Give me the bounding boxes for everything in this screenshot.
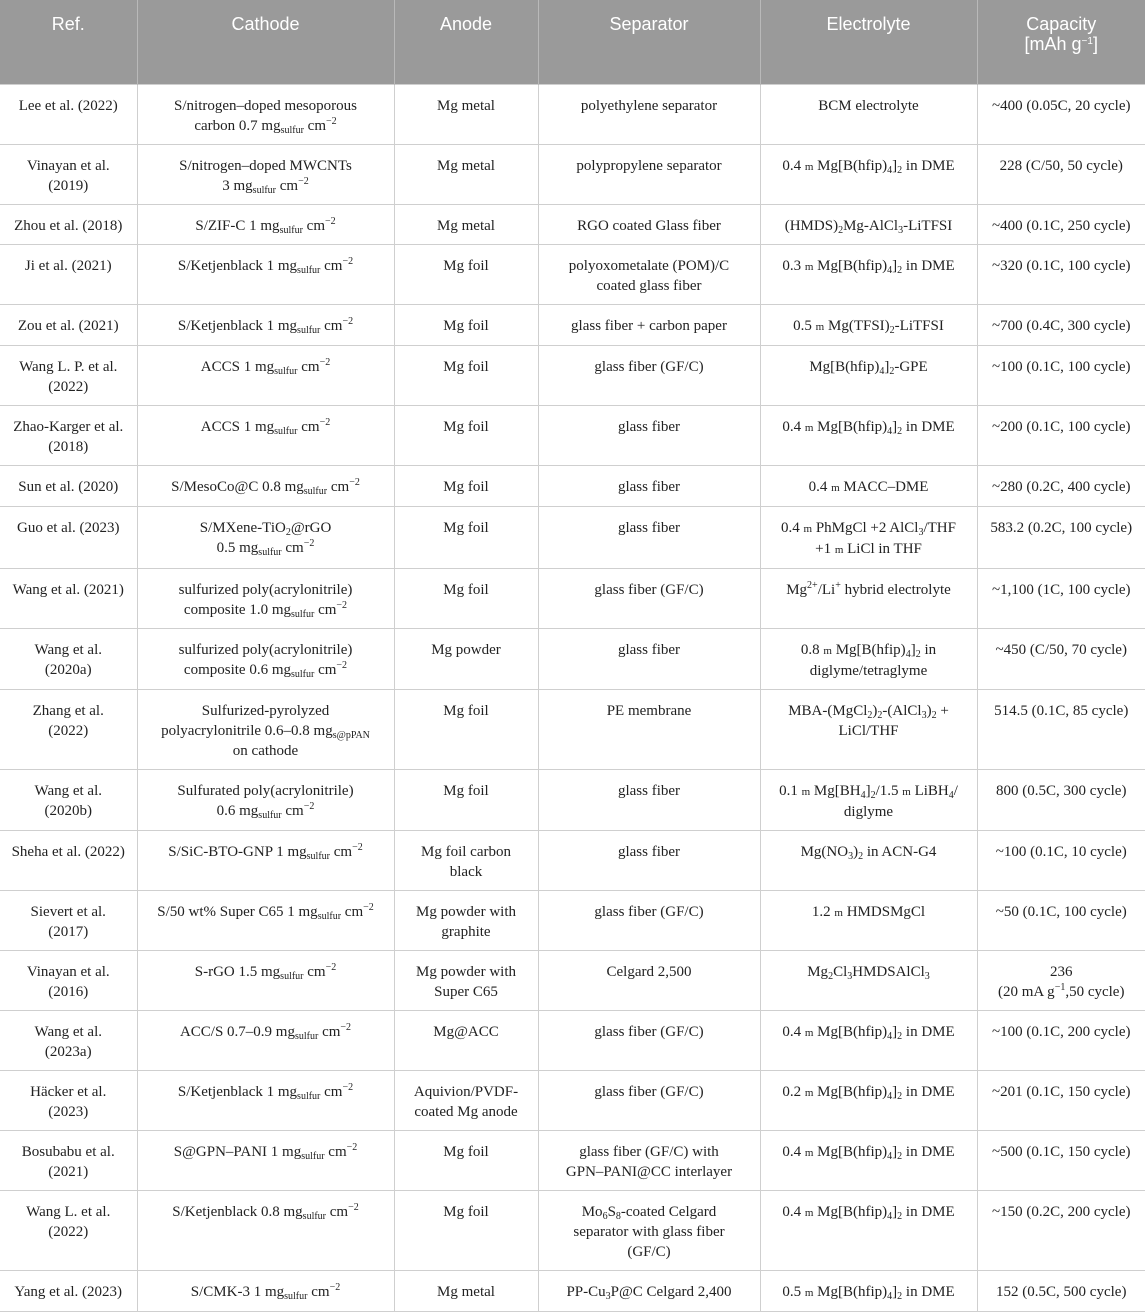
cell-electrolyte: 0.3 m $Mg[B(hfip)_4]_2$ in DME: [760, 245, 977, 305]
cell-electrolyte: MBA-$(MgCl_2)_2-(AlCl_3)_2$ + LiCl/THF: [760, 690, 977, 770]
table-row: [0, 629, 1145, 690]
cell-separator: glass fiber: [538, 629, 760, 690]
table-row: [0, 1131, 1145, 1191]
cell-ref: Wang et al. (2023a): [0, 1011, 137, 1071]
cell-cathode: S-rGO 1.5 $mg_{sulfur}$ $cm^{-2}$: [137, 951, 394, 1011]
header-separator: Separator: [538, 0, 760, 85]
cell-capacity: ~1,100 (1C, 100 cycle): [977, 569, 1145, 629]
cell-ref: Vinayan et al. (2019): [0, 145, 137, 205]
cell-separator: $Mo_6S_8$-coated Celgard separator with glass fiber (GF/C): [538, 1191, 760, 1271]
cell-anode: Mg metal: [394, 205, 538, 245]
table-row: [0, 569, 1145, 629]
cell-separator: $PP-Cu_3P@C$ Celgard 2,400: [538, 1271, 760, 1312]
cell-ref: Lee et al. (2022): [0, 85, 137, 145]
cell-anode: Mg@ACC: [394, 1011, 538, 1071]
cell-capacity: ~280 (0.2C, 400 cycle): [977, 466, 1145, 507]
table-row: [0, 466, 1145, 507]
cell-ref: Sievert et al. (2017): [0, 891, 137, 951]
cell-separator: PE membrane: [538, 690, 760, 770]
cell-ref: Wang L. et al. (2022): [0, 1191, 137, 1271]
cell-separator: glass fiber (GF/C): [538, 1071, 760, 1131]
cell-electrolyte: 0.5 m $Mg[B(hfip)_4]_2$ in DME: [760, 1271, 977, 1312]
cell-anode: Mg foil: [394, 245, 538, 305]
cell-anode: Mg foil: [394, 466, 538, 507]
cell-anode: Mg foil: [394, 690, 538, 770]
cell-ref: Wang et al. (2021): [0, 569, 137, 629]
header-capacity: Capacity [mAh $g^{-1}$]: [977, 0, 1145, 85]
cell-ref: Guo et al. (2023): [0, 507, 137, 569]
cell-separator: glass fiber: [538, 507, 760, 569]
cell-cathode: S/Ketjenblack 1 $mg_{sulfur}$ $cm^{-2}$: [137, 305, 394, 346]
cell-cathode: S@GPN–PANI 1 $mg_{sulfur}$ $cm^{-2}$: [137, 1131, 394, 1191]
cell-cathode: S/50 wt% Super C65 1 $mg_{sulfur}$ $cm^{-2}$: [137, 891, 394, 951]
cell-anode: Aquivion/PVDF- coated Mg anode: [394, 1071, 538, 1131]
table-row: [0, 690, 1145, 770]
cell-cathode: S/CMK-3 1 $mg_{sulfur}$ $cm^{-2}$: [137, 1271, 394, 1312]
cell-capacity: 514.5 (0.1C, 85 cycle): [977, 690, 1145, 770]
cell-anode: Mg powder with Super C65: [394, 951, 538, 1011]
cell-capacity: 236 (20 mA $g^{-1},50$ cycle): [977, 951, 1145, 1011]
table-row: [0, 205, 1145, 245]
cell-separator: glass fiber: [538, 466, 760, 507]
cell-cathode: Sulfurized-pyrolyzed polyacrylonitrile 0.6–0.8 $mg_{s@pPAN}$ on cathode: [137, 690, 394, 770]
table-row: [0, 1271, 1145, 1312]
cell-capacity: 228 (C/50, 50 cycle): [977, 145, 1145, 205]
cell-electrolyte: $(HMDS)_2Mg-AlCl_3$-LiTFSI: [760, 205, 977, 245]
cell-capacity: 583.2 (0.2C, 100 cycle): [977, 507, 1145, 569]
cell-separator: glass fiber (GF/C): [538, 1011, 760, 1071]
table-row: [0, 507, 1145, 569]
cell-electrolyte: 0.4 m $Mg[B(hfip)_4]_2$ in DME: [760, 406, 977, 466]
cell-electrolyte: 0.1 m $Mg[BH_4]_2/1.5$ m LiBH$_4$/ diglyme: [760, 770, 977, 831]
table-row: [0, 1191, 1145, 1271]
cell-separator: glass fiber: [538, 406, 760, 466]
cell-cathode: S/Ketjenblack 1 $mg_{sulfur}$ $cm^{-2}$: [137, 1071, 394, 1131]
cell-capacity: ~200 (0.1C, 100 cycle): [977, 406, 1145, 466]
cell-anode: Mg foil: [394, 1191, 538, 1271]
cell-anode: Mg foil: [394, 770, 538, 831]
cell-electrolyte: 0.4 m PhMgCl +2 AlCl$_3$/THF +1 m LiCl in THF: [760, 507, 977, 569]
cell-anode: Mg foil: [394, 305, 538, 346]
cell-electrolyte: 0.5 m $Mg(TFSI)_2$-LiTFSI: [760, 305, 977, 346]
cell-ref: Yang et al. (2023): [0, 1271, 137, 1312]
table-row: [0, 1071, 1145, 1131]
cell-cathode: S/SiC-BTO-GNP 1 $mg_{sulfur}$ $cm^{-2}$: [137, 831, 394, 891]
cell-ref: Sun et al. (2020): [0, 466, 137, 507]
table-row: [0, 346, 1145, 406]
header-anode: Anode: [394, 0, 538, 85]
table-row: [0, 245, 1145, 305]
table-row: [0, 951, 1145, 1011]
cell-electrolyte: 1.2 m HMDSMgCl: [760, 891, 977, 951]
table-row: [0, 831, 1145, 891]
cell-capacity: 152 (0.5C, 500 cycle): [977, 1271, 1145, 1312]
cell-cathode: S/ZIF-C 1 $mg_{sulfur}$ $cm^{-2}$: [137, 205, 394, 245]
cell-capacity: 800 (0.5C, 300 cycle): [977, 770, 1145, 831]
cell-electrolyte: $Mg^{2+}/Li^+$ hybrid electrolyte: [760, 569, 977, 629]
table-row: [0, 85, 1145, 145]
cell-anode: Mg foil: [394, 569, 538, 629]
cell-separator: glass fiber (GF/C): [538, 891, 760, 951]
cell-cathode: Sulfurated poly(acrylonitrile) 0.6 $mg_{sulfur}$ $cm^{-2}$: [137, 770, 394, 831]
cell-capacity: ~201 (0.1C, 150 cycle): [977, 1071, 1145, 1131]
cell-capacity: ~100 (0.1C, 100 cycle): [977, 346, 1145, 406]
table-row: [0, 891, 1145, 951]
cell-cathode: S/Ketjenblack 1 $mg_{sulfur}$ $cm^{-2}$: [137, 245, 394, 305]
cell-capacity: ~150 (0.2C, 200 cycle): [977, 1191, 1145, 1271]
cell-ref: Häcker et al. (2023): [0, 1071, 137, 1131]
cell-cathode: S/Ketjenblack 0.8 $mg_{sulfur}$ $cm^{-2}$: [137, 1191, 394, 1271]
cell-capacity: ~100 (0.1C, 10 cycle): [977, 831, 1145, 891]
cell-ref: Ji et al. (2021): [0, 245, 137, 305]
cell-separator: RGO coated Glass fiber: [538, 205, 760, 245]
cell-cathode: ACCS 1 $mg_{sulfur}$ $cm^{-2}$: [137, 406, 394, 466]
cell-anode: Mg powder with graphite: [394, 891, 538, 951]
cell-capacity: ~50 (0.1C, 100 cycle): [977, 891, 1145, 951]
cell-electrolyte: $Mg_2Cl_3HMDSAlCl_3$: [760, 951, 977, 1011]
table-row: [0, 1011, 1145, 1071]
cell-anode: Mg metal: [394, 145, 538, 205]
cell-electrolyte: 0.4 m $Mg[B(hfip)_4]_2$ in DME: [760, 1131, 977, 1191]
cell-electrolyte: $Mg(NO_3)_2$ in ACN-G4: [760, 831, 977, 891]
cell-ref: Wang et al. (2020b): [0, 770, 137, 831]
cell-cathode: ACCS 1 $mg_{sulfur}$ $cm^{-2}$: [137, 346, 394, 406]
cell-electrolyte: 0.4 m $Mg[B(hfip)_4]_2$ in DME: [760, 1011, 977, 1071]
cell-ref: Zou et al. (2021): [0, 305, 137, 346]
cell-capacity: ~400 (0.1C, 250 cycle): [977, 205, 1145, 245]
cell-separator: polypropylene separator: [538, 145, 760, 205]
table-row: [0, 406, 1145, 466]
cell-electrolyte: 0.4 m MACC–DME: [760, 466, 977, 507]
cell-separator: glass fiber (GF/C): [538, 569, 760, 629]
cell-capacity: ~500 (0.1C, 150 cycle): [977, 1131, 1145, 1191]
cell-anode: Mg metal: [394, 85, 538, 145]
cell-ref: Wang L. P. et al. (2022): [0, 346, 137, 406]
cell-capacity: ~400 (0.05C, 20 cycle): [977, 85, 1145, 145]
cell-cathode: sulfurized poly(acrylonitrile) composite 0.6 $mg_{sulfur}$ $cm^{-2}$: [137, 629, 394, 690]
cell-separator: glass fiber (GF/C) with GPN–PANI@CC interlayer: [538, 1131, 760, 1191]
cell-electrolyte: $Mg[B(hfip)_4]_2$-GPE: [760, 346, 977, 406]
cell-ref: Zhao-Karger et al. (2018): [0, 406, 137, 466]
cell-separator: polyethylene separator: [538, 85, 760, 145]
cell-capacity: ~700 (0.4C, 300 cycle): [977, 305, 1145, 346]
cell-separator: glass fiber (GF/C): [538, 346, 760, 406]
cell-separator: polyoxometalate (POM)/C coated glass fiber: [538, 245, 760, 305]
cell-electrolyte: BCM electrolyte: [760, 85, 977, 145]
cell-anode: Mg powder: [394, 629, 538, 690]
cell-cathode: sulfurized poly(acrylonitrile) composite 1.0 $mg_{sulfur}$ $cm^{-2}$: [137, 569, 394, 629]
cell-separator: glass fiber: [538, 831, 760, 891]
header-ref: Ref.: [0, 0, 137, 85]
cell-ref: Bosubabu et al. (2021): [0, 1131, 137, 1191]
cell-ref: Vinayan et al. (2016): [0, 951, 137, 1011]
cell-electrolyte: 0.8 m $Mg[B(hfip)_4]_2$ in diglyme/tetraglyme: [760, 629, 977, 690]
cell-capacity: ~320 (0.1C, 100 cycle): [977, 245, 1145, 305]
cell-electrolyte: 0.4 m $Mg[B(hfip)_4]_2$ in DME: [760, 145, 977, 205]
table-row: [0, 770, 1145, 831]
cell-cathode: S/nitrogen–doped MWCNTs 3 $mg_{sulfur}$ $cm^{-2}$: [137, 145, 394, 205]
cell-anode: Mg metal: [394, 1271, 538, 1312]
cell-ref: Zhang et al. (2022): [0, 690, 137, 770]
cell-electrolyte: 0.2 m $Mg[B(hfip)_4]_2$ in DME: [760, 1071, 977, 1131]
cell-cathode: ACC/S 0.7–0.9 $mg_{sulfur}$ $cm^{-2}$: [137, 1011, 394, 1071]
cell-separator: glass fiber: [538, 770, 760, 831]
cell-capacity: ~100 (0.1C, 200 cycle): [977, 1011, 1145, 1071]
cell-capacity: ~450 (C/50, 70 cycle): [977, 629, 1145, 690]
cell-anode: Mg foil: [394, 507, 538, 569]
cell-ref: Sheha et al. (2022): [0, 831, 137, 891]
cell-cathode: S/MXene-TiO$_2$@rGO 0.5 $mg_{sulfur}$ $cm^{-2}$: [137, 507, 394, 569]
cell-separator: glass fiber + carbon paper: [538, 305, 760, 346]
cell-cathode: S/MesoCo@C 0.8 $mg_{sulfur}$ $cm^{-2}$: [137, 466, 394, 507]
cell-anode: Mg foil carbon black: [394, 831, 538, 891]
cell-separator: Celgard 2,500: [538, 951, 760, 1011]
cell-anode: Mg foil: [394, 406, 538, 466]
cell-anode: Mg foil: [394, 1131, 538, 1191]
cell-anode: Mg foil: [394, 346, 538, 406]
header-cathode: Cathode: [137, 0, 394, 85]
table-row: [0, 305, 1145, 346]
table-row: [0, 145, 1145, 205]
cell-ref: Wang et al. (2020a): [0, 629, 137, 690]
header-electrolyte: Electrolyte: [760, 0, 977, 85]
cell-ref: Zhou et al. (2018): [0, 205, 137, 245]
cell-electrolyte: 0.4 m $Mg[B(hfip)_4]_2$ in DME: [760, 1191, 977, 1271]
header-row: [0, 0, 1145, 85]
cell-cathode: S/nitrogen–doped mesoporous carbon 0.7 $mg_{sulfur}$ $cm^{-2}$: [137, 85, 394, 145]
